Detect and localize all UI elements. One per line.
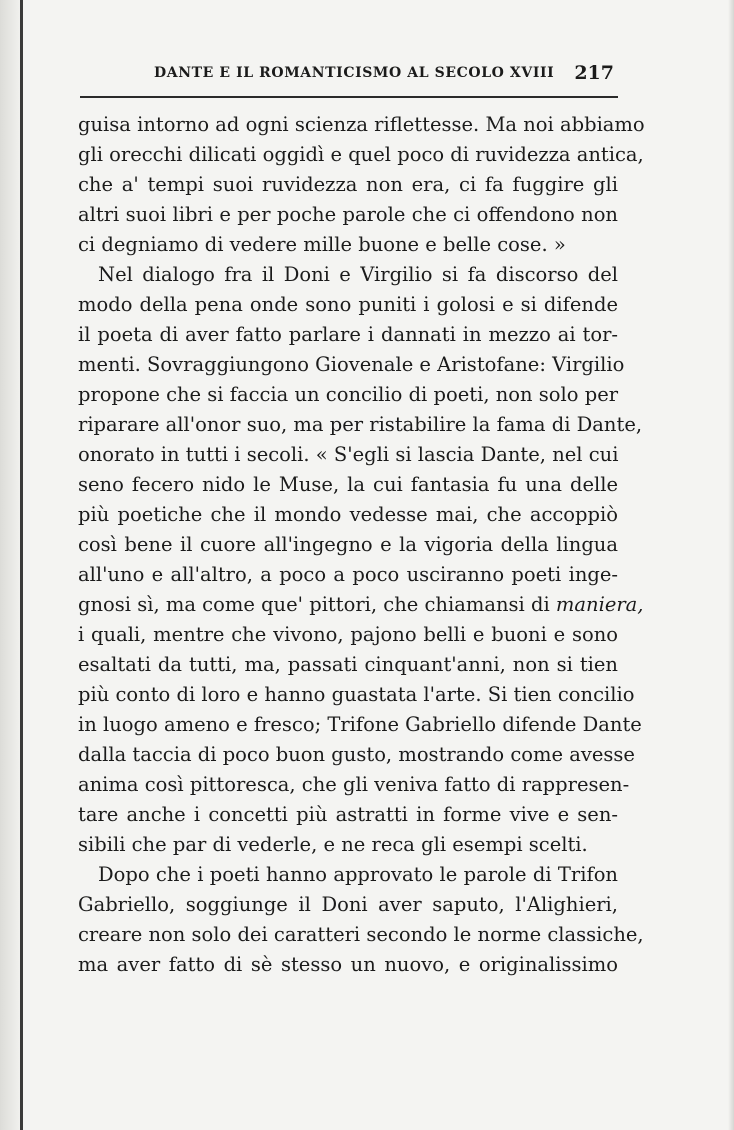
text-line: tare anche i concetti più astratti in forme vive e sen- xyxy=(78,803,618,826)
text-line: il poeta di aver fatto parlare i dannati in mezzo ai tor- xyxy=(78,323,618,346)
text-line: creare non solo dei caratteri secondo le norme classiche, xyxy=(78,923,644,946)
text-line-with-italic xyxy=(78,590,644,620)
text-line: seno fecero nido le Muse, la cui fantasia fu una delle xyxy=(78,473,618,496)
text-line: all'uno e all'altro, a poco a poco usciranno poeti inge- xyxy=(78,563,618,586)
text-line: ci degniamo di vedere mille buone e belle cose. » xyxy=(78,233,566,256)
text-line: altri suoi libri e per poche parole che ci offendono non xyxy=(78,203,618,226)
text-line: gli orecchi dilicati oggidì e quel poco di ruvidezza antica, xyxy=(78,143,644,166)
text-line: riparare all'onor suo, ma per ristabilire la fama di Dante, xyxy=(78,413,643,436)
text-line: Dopo che i poeti hanno approvato le parole di Trifon xyxy=(98,863,618,886)
text-line: propone che si faccia un concilio di poeti, non solo per xyxy=(78,383,619,406)
text-line: che a' tempi suoi ruvidezza non era, ci fa fuggire gli xyxy=(78,173,618,196)
text-line: ma aver fatto di sè stesso un nuovo, e originalissimo xyxy=(78,953,618,976)
text-line: dalla taccia di poco buon gusto, mostrando come avesse xyxy=(78,743,635,766)
body-text xyxy=(78,110,645,980)
text-line: in luogo ameno e fresco; Trifone Gabriello difende Dante xyxy=(78,713,642,736)
text-line: menti. Sovraggiungono Giovenale e Aristofane: Virgilio xyxy=(78,353,625,376)
text-line: più poetiche che il mondo vedesse mai, che accoppiò xyxy=(78,503,618,526)
text-line: anima così pittoresca, che gli veniva fatto di rappresen- xyxy=(78,773,630,796)
text-line: Gabriello, soggiunge il Doni aver saputo, l'Alighieri, xyxy=(78,893,618,916)
text-line: onorato in tutti i secoli. « S'egli si lascia Dante, nel cui xyxy=(78,443,619,466)
binding-shadow xyxy=(0,0,20,1130)
text-line: sibili che par di vederle, e ne reca gli esempi scelti. xyxy=(78,833,588,856)
text-line: così bene il cuore all'ingegno e la vigoria della lingua xyxy=(78,533,618,556)
text-line: esaltati da tutti, ma, passati cinquant'anni, non si tien xyxy=(78,653,618,676)
running-head xyxy=(78,62,618,88)
binding-edge xyxy=(20,0,23,1130)
text-line: modo della pena onde sono puniti i golosi e si difende xyxy=(78,293,618,316)
text-line: i quali, mentre che vivono, pajono belli e buoni e sono xyxy=(78,623,618,646)
header-rule xyxy=(80,96,618,98)
text-line: Nel dialogo fra il Doni e Virgilio si fa discorso del xyxy=(98,263,618,286)
running-title: DANTE E IL ROMANTICISMO AL SECOLO XVIII xyxy=(154,65,555,81)
page-edge xyxy=(728,0,734,1130)
text-line: più conto di loro e hanno guastata l'arte. Si tien concilio xyxy=(78,683,635,706)
page-number: 217 xyxy=(574,62,614,84)
text-line: guisa intorno ad ogni scienza riflettesse. Ma noi abbiamo xyxy=(78,113,645,136)
italic-word: maniera, xyxy=(555,593,644,616)
text-segment: gnosi sì, ma come que' pittori, che chiamansi di xyxy=(78,593,550,616)
